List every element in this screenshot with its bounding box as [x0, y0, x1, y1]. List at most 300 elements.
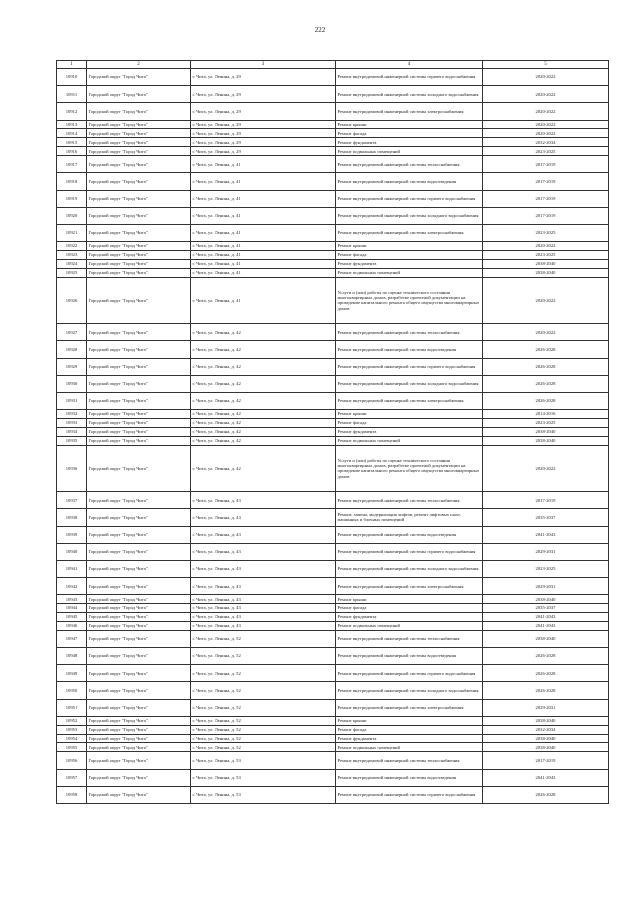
- period-cell: 2038-2040: [483, 716, 609, 725]
- table-row: [57, 103, 609, 120]
- row-number-cell: 10932: [57, 410, 87, 419]
- owner-cell: Городской округ "Город Чита": [87, 173, 191, 190]
- table-row: [57, 375, 609, 392]
- table-row: [57, 268, 609, 277]
- owner-cell: Городской округ "Город Чита": [87, 769, 191, 786]
- owner-cell: Городской округ "Город Чита": [87, 543, 191, 560]
- row-number-cell: 10936: [57, 445, 87, 492]
- owner-cell: Городской округ "Город Чита": [87, 630, 191, 647]
- table-row: [57, 147, 609, 156]
- work-type-cell: Ремонт внутридомовой инженерной системы теплоснабжения: [336, 630, 483, 647]
- owner-cell: Городской округ "Город Чита": [87, 613, 191, 622]
- address-cell: г. Чита, ул. Ленина, д. 42: [191, 445, 336, 492]
- address-cell: г. Чита, ул. Ленина, д. 41: [191, 250, 336, 259]
- row-number-cell: 10944: [57, 604, 87, 613]
- table-row: [57, 277, 609, 324]
- period-cell: 2041-2043: [483, 621, 609, 630]
- table-row: [57, 682, 609, 699]
- period-cell: 2032-2034: [483, 725, 609, 734]
- owner-cell: Городской округ "Город Чита": [87, 665, 191, 682]
- owner-cell: Городской округ "Город Чита": [87, 509, 191, 526]
- work-type-cell: Ремонт крыши: [336, 120, 483, 129]
- row-number-cell: 10937: [57, 492, 87, 509]
- address-cell: г. Чита, ул. Ленина, д. 43: [191, 621, 336, 630]
- table-row: [57, 604, 609, 613]
- owner-cell: Городской округ "Город Чита": [87, 242, 191, 251]
- address-cell: г. Чита, ул. Ленина, д. 43: [191, 509, 336, 526]
- period-cell: 2026-2028: [483, 682, 609, 699]
- page-number: 222: [314, 26, 326, 34]
- work-type-cell: Ремонт внутридомовой инженерной системы горячего водоснабжения: [336, 190, 483, 207]
- address-cell: г. Чита, ул. Ленина, д. 29: [191, 138, 336, 147]
- work-type-cell: Ремонт фундамента: [336, 734, 483, 743]
- row-number-cell: 10951: [57, 699, 87, 716]
- address-cell: г. Чита, ул. Ленина, д. 29: [191, 147, 336, 156]
- work-type-cell: Ремонт фасада: [336, 604, 483, 613]
- owner-cell: Городской округ "Город Чита": [87, 526, 191, 543]
- table-row: [57, 526, 609, 543]
- table-row: [57, 392, 609, 409]
- period-cell: 2017-2019: [483, 752, 609, 769]
- header-cell: 5: [483, 61, 609, 69]
- owner-cell: Городской округ "Город Чита": [87, 621, 191, 630]
- address-cell: г. Чита, ул. Ленина, д. 43: [191, 613, 336, 622]
- table-row: [57, 725, 609, 734]
- address-cell: г. Чита, ул. Ленина, д. 43: [191, 492, 336, 509]
- owner-cell: Городской округ "Город Чита": [87, 69, 191, 86]
- owner-cell: Городской округ "Город Чита": [87, 138, 191, 147]
- row-number-cell: 10949: [57, 665, 87, 682]
- work-type-cell: Ремонт внутридомовой инженерной системы водоотведения: [336, 769, 483, 786]
- owner-cell: Городской округ "Город Чита": [87, 560, 191, 577]
- owner-cell: Городской округ "Город Чита": [87, 578, 191, 595]
- address-cell: г. Чита, ул. Ленина, д. 53: [191, 752, 336, 769]
- period-cell: 2020-2022: [483, 103, 609, 120]
- table-row: [57, 259, 609, 268]
- period-cell: 2041-2043: [483, 769, 609, 786]
- row-number-cell: 10929: [57, 358, 87, 375]
- owner-cell: Городской округ "Город Чита": [87, 410, 191, 419]
- row-number-cell: 10930: [57, 375, 87, 392]
- owner-cell: Городской округ "Город Чита": [87, 648, 191, 665]
- period-cell: 2035-2037: [483, 604, 609, 613]
- period-cell: 2023-2025: [483, 147, 609, 156]
- row-number-cell: 10928: [57, 341, 87, 358]
- address-cell: г. Чита, ул. Ленина, д. 52: [191, 665, 336, 682]
- work-type-cell: Ремонт внутридомовой инженерной системы водоотведения: [336, 526, 483, 543]
- address-cell: г. Чита, ул. Ленина, д. 41: [191, 207, 336, 224]
- table-row: [57, 129, 609, 138]
- work-type-cell: Ремонт подвальных помещений: [336, 436, 483, 445]
- owner-cell: Городской округ "Город Чита": [87, 224, 191, 241]
- owner-cell: Городской округ "Город Чита": [87, 341, 191, 358]
- header-cell: 4: [336, 61, 483, 69]
- table-row: [57, 743, 609, 752]
- table-row: [57, 69, 609, 86]
- table-row: [57, 699, 609, 716]
- table-header-row: [57, 61, 609, 69]
- address-cell: г. Чита, ул. Ленина, д. 42: [191, 436, 336, 445]
- table-row: [57, 734, 609, 743]
- period-cell: 2020-2022: [483, 69, 609, 86]
- row-number-cell: 10939: [57, 526, 87, 543]
- row-number-cell: 10931: [57, 392, 87, 409]
- table-row: [57, 207, 609, 224]
- row-number-cell: 10925: [57, 268, 87, 277]
- row-number-cell: 10913: [57, 120, 87, 129]
- header-cell: 3: [191, 61, 336, 69]
- row-number-cell: 10946: [57, 621, 87, 630]
- owner-cell: Городской округ "Город Чита": [87, 725, 191, 734]
- period-cell: 2026-2028: [483, 648, 609, 665]
- period-cell: 2029-2031: [483, 699, 609, 716]
- table-row: [57, 190, 609, 207]
- table-row: [57, 250, 609, 259]
- row-number-cell: 10953: [57, 725, 87, 734]
- row-number-cell: 10923: [57, 250, 87, 259]
- row-number-cell: 10918: [57, 173, 87, 190]
- row-number-cell: 10954: [57, 734, 87, 743]
- row-number-cell: 10935: [57, 436, 87, 445]
- owner-cell: Городской округ "Город Чита": [87, 103, 191, 120]
- owner-cell: Городской округ "Город Чита": [87, 595, 191, 604]
- period-cell: 2023-2025: [483, 560, 609, 577]
- period-cell: 2020-2022: [483, 324, 609, 341]
- work-type-cell: Ремонт внутридомовой инженерной системы теплоснабжения: [336, 156, 483, 173]
- period-cell: 2026-2028: [483, 358, 609, 375]
- table-row: [57, 445, 609, 492]
- table-row: [57, 648, 609, 665]
- table-row: [57, 341, 609, 358]
- row-number-cell: 10920: [57, 207, 87, 224]
- work-type-cell: Ремонт фундамента: [336, 138, 483, 147]
- row-number-cell: 10938: [57, 509, 87, 526]
- owner-cell: Городской округ "Город Чита": [87, 716, 191, 725]
- owner-cell: Городской округ "Город Чита": [87, 752, 191, 769]
- row-number-cell: 10957: [57, 769, 87, 786]
- owner-cell: Городской округ "Город Чита": [87, 147, 191, 156]
- row-number-cell: 10955: [57, 743, 87, 752]
- owner-cell: Городской округ "Город Чита": [87, 418, 191, 427]
- period-cell: 2032-2034: [483, 138, 609, 147]
- address-cell: г. Чита, ул. Ленина, д. 42: [191, 375, 336, 392]
- period-cell: 2023-2025: [483, 250, 609, 259]
- period-cell: 2038-2040: [483, 743, 609, 752]
- work-type-cell: Ремонт внутридомовой инженерной системы электроснабжения: [336, 224, 483, 241]
- table-row: [57, 560, 609, 577]
- address-cell: г. Чита, ул. Ленина, д. 29: [191, 103, 336, 120]
- period-cell: 2026-2028: [483, 341, 609, 358]
- row-number-cell: 10927: [57, 324, 87, 341]
- address-cell: г. Чита, ул. Ленина, д. 53: [191, 769, 336, 786]
- work-type-cell: Ремонт крыши: [336, 595, 483, 604]
- address-cell: г. Чита, ул. Ленина, д. 43: [191, 526, 336, 543]
- period-cell: 2035-2037: [483, 509, 609, 526]
- table-row: [57, 786, 609, 803]
- owner-cell: Городской округ "Город Чита": [87, 492, 191, 509]
- table-row: [57, 138, 609, 147]
- owner-cell: Городской округ "Город Чита": [87, 207, 191, 224]
- table-row: [57, 156, 609, 173]
- table-row: [57, 578, 609, 595]
- period-cell: 2026-2028: [483, 786, 609, 803]
- owner-cell: Городской округ "Город Чита": [87, 120, 191, 129]
- work-type-cell: Ремонт внутридомовой инженерной системы холодного водоснабжения: [336, 682, 483, 699]
- table-row: [57, 427, 609, 436]
- period-cell: 2038-2040: [483, 427, 609, 436]
- address-cell: г. Чита, ул. Ленина, д. 41: [191, 242, 336, 251]
- table-row: [57, 630, 609, 647]
- table-row: [57, 613, 609, 622]
- period-cell: 2017-2019: [483, 492, 609, 509]
- address-cell: г. Чита, ул. Ленина, д. 41: [191, 156, 336, 173]
- work-type-cell: Ремонт подвальных помещений: [336, 621, 483, 630]
- address-cell: г. Чита, ул. Ленина, д. 41: [191, 190, 336, 207]
- owner-cell: Городской округ "Город Чита": [87, 358, 191, 375]
- owner-cell: Городской округ "Город Чита": [87, 699, 191, 716]
- row-number-cell: 10911: [57, 86, 87, 103]
- address-cell: г. Чита, ул. Ленина, д. 43: [191, 595, 336, 604]
- row-number-cell: 10934: [57, 427, 87, 436]
- work-type-cell: Ремонт фундамента: [336, 259, 483, 268]
- table-row: [57, 543, 609, 560]
- table-row: [57, 86, 609, 103]
- table-row: [57, 410, 609, 419]
- work-type-cell: Ремонт подвальных помещений: [336, 147, 483, 156]
- row-number-cell: 10924: [57, 259, 87, 268]
- address-cell: г. Чита, ул. Ленина, д. 29: [191, 86, 336, 103]
- work-type-cell: Ремонт фасада: [336, 725, 483, 734]
- period-cell: 2026-2028: [483, 375, 609, 392]
- period-cell: 2023-2025: [483, 224, 609, 241]
- work-type-cell: Ремонт внутридомовой инженерной системы холодного водоснабжения: [336, 375, 483, 392]
- work-type-cell: Ремонт фундамента: [336, 613, 483, 622]
- row-number-cell: 10942: [57, 578, 87, 595]
- period-cell: 2020-2022: [483, 277, 609, 324]
- address-cell: г. Чита, ул. Ленина, д. 42: [191, 418, 336, 427]
- period-cell: 2017-2019: [483, 190, 609, 207]
- address-cell: г. Чита, ул. Ленина, д. 52: [191, 725, 336, 734]
- period-cell: 2029-2031: [483, 578, 609, 595]
- owner-cell: Городской округ "Город Чита": [87, 268, 191, 277]
- work-type-cell: Ремонт фасада: [336, 250, 483, 259]
- work-type-cell: Ремонт внутридомовой инженерной системы электроснабжения: [336, 103, 483, 120]
- owner-cell: Городской округ "Город Чита": [87, 259, 191, 268]
- owner-cell: Городской округ "Город Чита": [87, 604, 191, 613]
- address-cell: г. Чита, ул. Ленина, д. 52: [191, 682, 336, 699]
- repair-schedule-table: [56, 60, 609, 804]
- owner-cell: Городской округ "Город Чита": [87, 743, 191, 752]
- period-cell: 2020-2022: [483, 86, 609, 103]
- table-row: [57, 418, 609, 427]
- work-type-cell: Ремонт внутридомовой инженерной системы электроснабжения: [336, 699, 483, 716]
- work-type-cell: Ремонт, замена, модернизация лифтов, ремонт лифтовых шахт, машинных и блочных помещений: [336, 509, 483, 526]
- work-type-cell: Ремонт внутридомовой инженерной системы водоотведения: [336, 173, 483, 190]
- work-type-cell: Ремонт внутридомовой инженерной системы электроснабжения: [336, 578, 483, 595]
- work-type-cell: Ремонт крыши: [336, 410, 483, 419]
- work-type-cell: Ремонт внутридомовой инженерной системы электроснабжения: [336, 392, 483, 409]
- work-type-cell: Ремонт внутридомовой инженерной системы теплоснабжения: [336, 492, 483, 509]
- work-type-cell: Ремонт внутридомовой инженерной системы теплоснабжения: [336, 324, 483, 341]
- period-cell: 2017-2019: [483, 156, 609, 173]
- work-type-cell: Ремонт внутридомовой инженерной системы теплоснабжения: [336, 752, 483, 769]
- owner-cell: Городской округ "Город Чита": [87, 277, 191, 324]
- owner-cell: Городской округ "Город Чита": [87, 427, 191, 436]
- address-cell: г. Чита, ул. Ленина, д. 42: [191, 392, 336, 409]
- row-number-cell: 10921: [57, 224, 87, 241]
- address-cell: г. Чита, ул. Ленина, д. 42: [191, 358, 336, 375]
- owner-cell: Городской округ "Город Чита": [87, 324, 191, 341]
- owner-cell: Городской округ "Город Чита": [87, 682, 191, 699]
- row-number-cell: 10943: [57, 595, 87, 604]
- work-type-cell: Ремонт внутридомовой инженерной системы холодного водоснабжения: [336, 560, 483, 577]
- table-row: [57, 769, 609, 786]
- period-cell: 2017-2019: [483, 207, 609, 224]
- work-type-cell: Ремонт внутридомовой инженерной системы холодного водоснабжения: [336, 207, 483, 224]
- row-number-cell: 10950: [57, 682, 87, 699]
- period-cell: 2020-2022: [483, 120, 609, 129]
- row-number-cell: 10926: [57, 277, 87, 324]
- table-row: [57, 716, 609, 725]
- row-number-cell: 10945: [57, 613, 87, 622]
- table-row: [57, 492, 609, 509]
- header-cell: 2: [87, 61, 191, 69]
- table-row: [57, 621, 609, 630]
- address-cell: г. Чита, ул. Ленина, д. 43: [191, 578, 336, 595]
- table-row: [57, 665, 609, 682]
- table-row: [57, 173, 609, 190]
- row-number-cell: 10941: [57, 560, 87, 577]
- work-type-cell: Ремонт фундамента: [336, 427, 483, 436]
- period-cell: 2020-2022: [483, 129, 609, 138]
- work-type-cell: Ремонт внутридомовой инженерной системы водоотведения: [336, 341, 483, 358]
- table-row: [57, 224, 609, 241]
- work-type-cell: Ремонт внутридомовой инженерной системы горячего водоснабжения: [336, 786, 483, 803]
- address-cell: г. Чита, ул. Ленина, д. 52: [191, 743, 336, 752]
- period-cell: 2023-2025: [483, 418, 609, 427]
- table-row: [57, 324, 609, 341]
- owner-cell: Городской округ "Город Чита": [87, 445, 191, 492]
- address-cell: г. Чита, ул. Ленина, д. 52: [191, 716, 336, 725]
- period-cell: 2038-2040: [483, 436, 609, 445]
- table-row: [57, 242, 609, 251]
- period-cell: 2017-2019: [483, 173, 609, 190]
- address-cell: г. Чита, ул. Ленина, д. 52: [191, 630, 336, 647]
- period-cell: 2038-2040: [483, 268, 609, 277]
- row-number-cell: 10917: [57, 156, 87, 173]
- address-cell: г. Чита, ул. Ленина, д. 43: [191, 604, 336, 613]
- period-cell: 2020-2022: [483, 445, 609, 492]
- address-cell: г. Чита, ул. Ленина, д. 42: [191, 427, 336, 436]
- period-cell: 2038-2040: [483, 630, 609, 647]
- work-type-cell: Ремонт крыши: [336, 242, 483, 251]
- address-cell: г. Чита, ул. Ленина, д. 41: [191, 224, 336, 241]
- row-number-cell: 10952: [57, 716, 87, 725]
- address-cell: г. Чита, ул. Ленина, д. 52: [191, 648, 336, 665]
- address-cell: г. Чита, ул. Ленина, д. 43: [191, 560, 336, 577]
- address-cell: г. Чита, ул. Ленина, д. 52: [191, 699, 336, 716]
- work-type-cell: Ремонт фасада: [336, 418, 483, 427]
- row-number-cell: 10947: [57, 630, 87, 647]
- work-type-cell: Услуги и (или) работы по оценке технического состояния многоквартирных домов, разработке проектной документации на проведение капитального ремонта общего имущества многоквартирных домов: [336, 277, 483, 324]
- work-type-cell: Ремонт внутридомовой инженерной системы горячего водоснабжения: [336, 69, 483, 86]
- work-type-cell: Ремонт внутридомовой инженерной системы холодного водоснабжения: [336, 86, 483, 103]
- table-row: [57, 752, 609, 769]
- owner-cell: Городской округ "Город Чита": [87, 734, 191, 743]
- period-cell: 2038-2040: [483, 734, 609, 743]
- address-cell: г. Чита, ул. Ленина, д. 42: [191, 324, 336, 341]
- period-cell: 2038-2040: [483, 259, 609, 268]
- period-cell: 2020-2022: [483, 242, 609, 251]
- address-cell: г. Чита, ул. Ленина, д. 41: [191, 277, 336, 324]
- address-cell: г. Чита, ул. Ленина, д. 41: [191, 173, 336, 190]
- row-number-cell: 10910: [57, 69, 87, 86]
- work-type-cell: Ремонт внутридомовой инженерной системы горячего водоснабжения: [336, 665, 483, 682]
- work-type-cell: Ремонт внутридомовой инженерной системы горячего водоснабжения: [336, 543, 483, 560]
- header-cell: 1: [57, 61, 87, 69]
- owner-cell: Городской округ "Город Чита": [87, 190, 191, 207]
- table-row: [57, 595, 609, 604]
- row-number-cell: 10912: [57, 103, 87, 120]
- address-cell: г. Чита, ул. Ленина, д. 53: [191, 786, 336, 803]
- row-number-cell: 10914: [57, 129, 87, 138]
- table-body: [57, 61, 609, 804]
- row-number-cell: 10922: [57, 242, 87, 251]
- period-cell: 2026-2028: [483, 392, 609, 409]
- address-cell: г. Чита, ул. Ленина, д. 41: [191, 259, 336, 268]
- row-number-cell: 10933: [57, 418, 87, 427]
- address-cell: г. Чита, ул. Ленина, д. 42: [191, 410, 336, 419]
- owner-cell: Городской округ "Город Чита": [87, 786, 191, 803]
- address-cell: г. Чита, ул. Ленина, д. 52: [191, 734, 336, 743]
- row-number-cell: 10940: [57, 543, 87, 560]
- address-cell: г. Чита, ул. Ленина, д. 29: [191, 129, 336, 138]
- period-cell: 2041-2043: [483, 526, 609, 543]
- owner-cell: Городской округ "Город Чита": [87, 156, 191, 173]
- work-type-cell: Услуги и (или) работы по оценке технического состояния многоквартирных домов, разработке проектной документации на проведение капитального ремонта общего имущества многоквартирных домов: [336, 445, 483, 492]
- work-type-cell: Ремонт крыши: [336, 716, 483, 725]
- address-cell: г. Чита, ул. Ленина, д. 41: [191, 268, 336, 277]
- owner-cell: Городской округ "Город Чита": [87, 375, 191, 392]
- address-cell: г. Чита, ул. Ленина, д. 29: [191, 120, 336, 129]
- table-row: [57, 358, 609, 375]
- address-cell: г. Чита, ул. Ленина, д. 43: [191, 543, 336, 560]
- work-type-cell: Ремонт внутридомовой инженерной системы водоотведения: [336, 648, 483, 665]
- address-cell: г. Чита, ул. Ленина, д. 29: [191, 69, 336, 86]
- address-cell: г. Чита, ул. Ленина, д. 42: [191, 341, 336, 358]
- period-cell: 2014-2016: [483, 410, 609, 419]
- owner-cell: Городской округ "Город Чита": [87, 392, 191, 409]
- row-number-cell: 10919: [57, 190, 87, 207]
- work-type-cell: Ремонт фасада: [336, 129, 483, 138]
- period-cell: 2026-2028: [483, 665, 609, 682]
- row-number-cell: 10956: [57, 752, 87, 769]
- owner-cell: Городской округ "Город Чита": [87, 250, 191, 259]
- row-number-cell: 10948: [57, 648, 87, 665]
- row-number-cell: 10916: [57, 147, 87, 156]
- owner-cell: Городской округ "Город Чита": [87, 86, 191, 103]
- row-number-cell: 10958: [57, 786, 87, 803]
- work-type-cell: Ремонт подвальных помещений: [336, 268, 483, 277]
- owner-cell: Городской округ "Город Чита": [87, 436, 191, 445]
- table-row: [57, 120, 609, 129]
- table-row: [57, 509, 609, 526]
- work-type-cell: Ремонт подвальных помещений: [336, 743, 483, 752]
- row-number-cell: 10915: [57, 138, 87, 147]
- period-cell: 2041-2043: [483, 613, 609, 622]
- period-cell: 2029-2031: [483, 543, 609, 560]
- work-type-cell: Ремонт внутридомовой инженерной системы горячего водоснабжения: [336, 358, 483, 375]
